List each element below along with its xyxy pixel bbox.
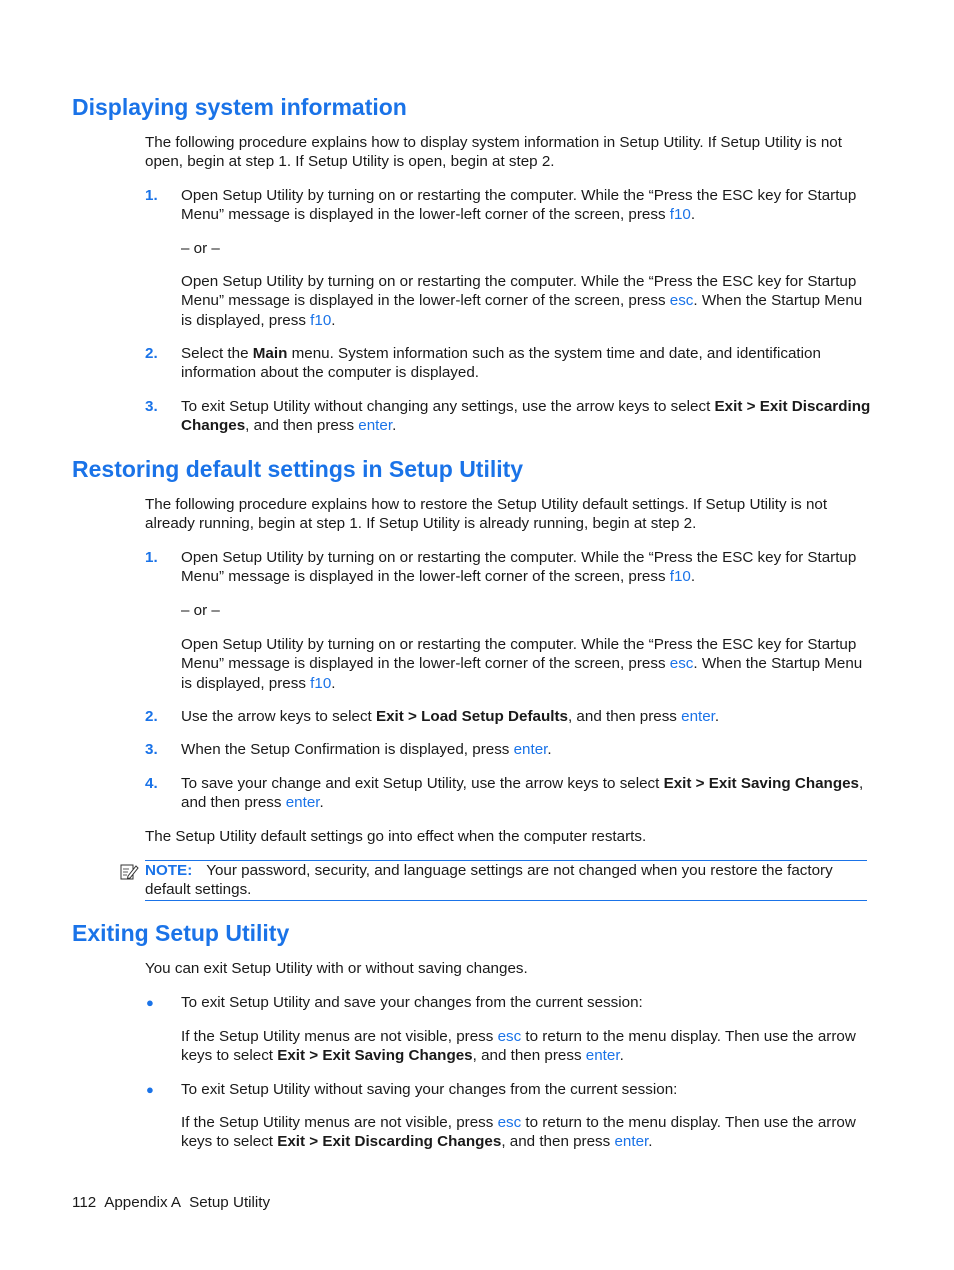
note-label: NOTE: (145, 862, 193, 879)
step-text: Use the arrow keys to select Exit > Load Setup Defaults, and then press enter. (181, 708, 720, 725)
note-pencil-icon (119, 862, 139, 882)
key-esc: esc (669, 655, 694, 673)
bullet-icon: ● (146, 1082, 154, 1097)
step-number: 1. (145, 549, 158, 566)
step-text-alternate: Open Setup Utility by turning on or restarting the computer. While the “Press the ESC key for Startup Menu” message is displayed in the lower-left corner of the screen, press esc. When the Startup Menu is displayed, press f10. (181, 273, 863, 329)
key-enter: enter (358, 417, 393, 435)
or-separator: – or – (181, 240, 220, 257)
bullet-icon: ● (146, 995, 154, 1010)
key-f10: f10 (669, 206, 691, 224)
step-text: Open Setup Utility by turning on or restarting the computer. While the “Press the ESC key for Startup Menu” message is displayed in the lower-left corner of the screen, press f10. (181, 187, 857, 224)
bullet-text: To exit Setup Utility without saving your changes from the current session: (181, 1081, 678, 1098)
section-intro: The following procedure explains how to restore the Setup Utility default settings. If Setup Utility is not already running, begin at step 1. If Setup Utility is already running, begin at step 2. (145, 496, 828, 533)
step-text-alternate: Open Setup Utility by turning on or restarting the computer. While the “Press the ESC key for Startup Menu” message is displayed in the lower-left corner of the screen, press esc. When the Startup Menu is displayed, press f10. (181, 636, 863, 692)
note-bottom-rule (145, 900, 867, 901)
step-number: 3. (145, 741, 158, 758)
page-footer (72, 1193, 278, 1212)
footer-appendix: Appendix A (104, 1194, 182, 1211)
or-separator: – or – (181, 602, 220, 619)
step-number: 2. (145, 345, 158, 362)
step-number: 3. (145, 398, 158, 415)
note-text: NOTE: Your password, security, and language settings are not changed when you restore the factory default settings. (145, 862, 833, 899)
key-esc: esc (497, 1028, 522, 1045)
bullet-detail: If the Setup Utility menus are not visible, press esc to return to the menu display. Then use the arrow keys to select Exit > Exit Saving Changes, and then press enter. (181, 1028, 856, 1065)
step-text: When the Setup Confirmation is displayed, press enter. (181, 741, 552, 758)
step-number: 4. (145, 775, 158, 792)
section-title-exiting-setup-utility: Exiting Setup Utility (72, 920, 290, 946)
key-enter: enter (585, 1047, 620, 1065)
page-number: 112 (72, 1194, 97, 1211)
key-enter: enter (681, 708, 715, 725)
bullet-text: To exit Setup Utility and save your changes from the current session: (181, 994, 643, 1011)
step-text: To save your change and exit Setup Utility, use the arrow keys to select Exit > Exit Saving Changes, and then press enter. (181, 775, 864, 812)
key-enter: enter (513, 741, 548, 758)
step-text: Select the Main menu. System information such as the system time and date, and identification information about the computer is displayed. (181, 345, 821, 382)
section-title-displaying-system-information: Displaying system information (72, 94, 407, 120)
step-number: 1. (145, 187, 158, 204)
key-enter: enter (614, 1133, 649, 1151)
bullet-detail: If the Setup Utility menus are not visible, press esc to return to the menu display. Then use the arrow keys to select Exit > Exit Discarding Changes, and then press enter. (181, 1114, 856, 1151)
section-title-restoring-default-settings: Restoring default settings in Setup Utility (72, 456, 524, 482)
key-esc: esc (669, 292, 694, 310)
key-f10: f10 (669, 568, 691, 586)
key-f10: f10 (310, 311, 332, 329)
key-esc: esc (497, 1114, 522, 1131)
section-intro: The following procedure explains how to display system information in Setup Utility. If Setup Utility is not open, begin at step 1. If Setup Utility is open, begin at step 2. (145, 134, 842, 171)
step-text: To exit Setup Utility without changing any settings, use the arrow keys to select Exit > Exit Discarding Changes, and then press enter. (181, 398, 871, 435)
section-intro: You can exit Setup Utility with or without saving changes. (145, 960, 528, 977)
key-enter: enter (285, 794, 320, 812)
key-f10: f10 (310, 674, 332, 692)
step-number: 2. (145, 708, 158, 725)
paragraph: The Setup Utility default settings go into effect when the computer restarts. (145, 828, 647, 845)
step-text: Open Setup Utility by turning on or restarting the computer. While the “Press the ESC key for Startup Menu” message is displayed in the lower-left corner of the screen, press f10. (181, 549, 857, 586)
footer-chapter: Setup Utility (189, 1194, 271, 1211)
